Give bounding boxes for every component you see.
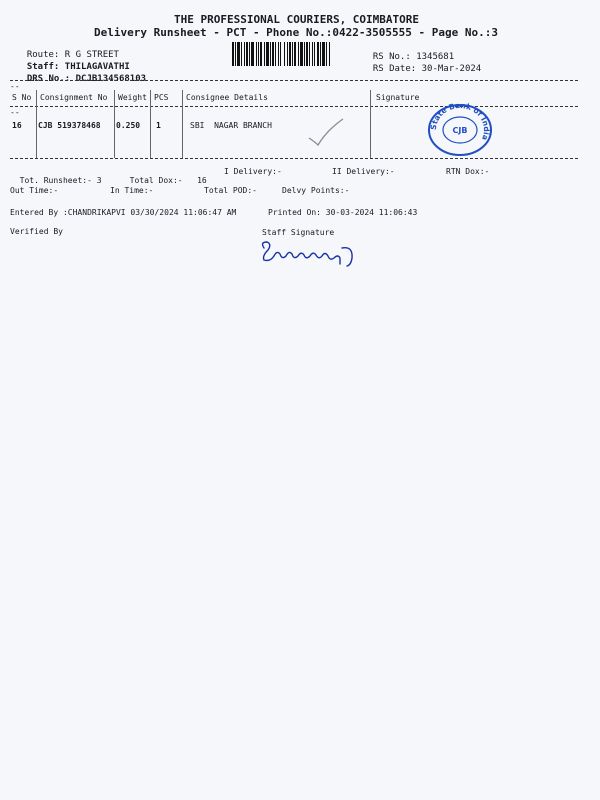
barcode-bar (330, 42, 331, 66)
col-divider-4 (182, 90, 183, 158)
table-top-marker: -- (10, 82, 20, 91)
out-time-label: Out Time:- (10, 186, 59, 195)
i-delivery-label: I Delivery:- (224, 167, 282, 176)
col-divider-5 (370, 90, 371, 158)
col-header-consignment: Consignment No (40, 93, 108, 102)
row-sno: 16 (12, 121, 22, 130)
staff-label: Staff: (26, 62, 60, 72)
col-divider-1 (36, 90, 37, 158)
table-bottom-rule (10, 158, 578, 159)
stamp-text: State Bank of India (428, 102, 492, 142)
row-consignee: SBI NAGAR BRANCH (190, 121, 272, 130)
col-header-sno: S No (12, 93, 32, 102)
tot-runsheet-label: Tot. Runsheet:- (19, 176, 92, 185)
total-dox-label: Total Dox:- (129, 176, 183, 185)
col-header-consignee: Consignee Details (186, 93, 268, 102)
entered-by: Entered By :CHANDRIKAPVI 03/30/2024 11:06:47 AM (10, 208, 237, 217)
rtn-dox-label: RTN Dox:- (446, 167, 490, 176)
total-pod-label: Total POD:- (204, 186, 257, 195)
row-weight: 0.250 (116, 121, 141, 130)
drs-line (16, 64, 146, 84)
table-top-rule (10, 80, 578, 81)
col-header-pcs: PCS (154, 93, 169, 102)
col-divider-2 (114, 90, 115, 158)
runsheet-subtitle: Delivery Runsheet - PCT - Phone No.:0422-3505555 - Page No.:3 (94, 26, 498, 39)
verified-by: Verified By (10, 227, 63, 236)
svg-text:State Bank of India (429, 102, 491, 142)
rs-date-line (362, 54, 481, 74)
tot-runsheet-value: 3 (96, 176, 102, 185)
company-title: THE PROFESSIONAL COURIERS, COIMBATORE (174, 13, 420, 26)
in-time-label: In Time:- (110, 186, 154, 195)
rs-no-label: RS No.: (372, 52, 411, 62)
bank-stamp-icon (426, 102, 494, 158)
drs-value: DCJB134568103 (75, 74, 147, 84)
barcode (232, 42, 352, 66)
row-consignment: CJB 519378468 (38, 121, 101, 130)
staff-value: THILAGAVATHI (64, 62, 130, 72)
col-header-signature: Signature (376, 93, 420, 102)
table-row-marker: -- (10, 108, 20, 117)
delvy-points-label: Delvy Points:- (282, 186, 350, 195)
route-value: R G STREET (64, 50, 119, 60)
staff-signature-label: Staff Signature (262, 228, 335, 237)
rs-date-value: 30-Mar-2024 (421, 64, 482, 74)
tick-mark-icon (305, 116, 347, 148)
ii-delivery-label: II Delivery:- (332, 167, 395, 176)
col-divider-3 (150, 90, 151, 158)
col-header-weight: Weight (118, 93, 147, 102)
drs-label: DRS No.: (26, 74, 71, 84)
rs-date-label: RS Date: (372, 64, 417, 74)
total-dox-value: 16 (197, 176, 207, 185)
row-pcs: 1 (156, 121, 161, 130)
tot-runsheet (10, 167, 102, 185)
printed-on: Printed On: 30-03-2024 11:06:43 (268, 208, 418, 217)
stamp-branch: CJB (452, 126, 468, 135)
rs-no-value: 1345681 (416, 52, 455, 62)
total-dox (120, 167, 207, 185)
staff-signature-image (258, 238, 358, 268)
route-label: Route: (26, 50, 60, 60)
